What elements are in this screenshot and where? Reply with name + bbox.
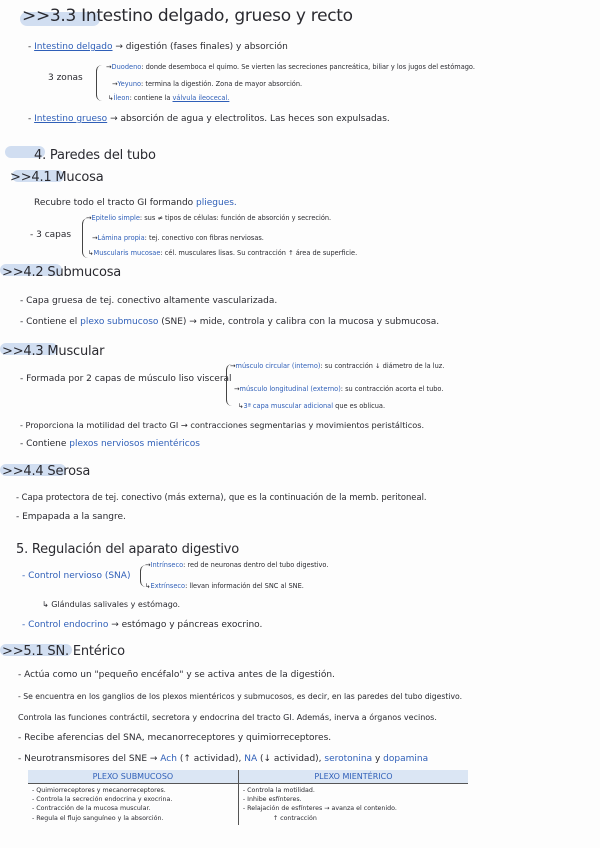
sne-line3: Controla las funciones contráctil, secretora y endocrina del tracto GI. Además, inerva a órganos vecinos. — [18, 713, 437, 722]
neuro-y: y — [372, 754, 384, 764]
sne-neuro-line — [18, 754, 428, 764]
capa-muscularis-text: : cél. musculares lisas. Su contracción ↑ área de superficie. — [160, 249, 358, 257]
paredes-title: 4. Paredes del tubo — [34, 148, 156, 163]
serosa-line2: - Empapada a la sangre. — [16, 512, 126, 522]
sne-line1: - Actúa como un "pequeño encéfalo" y se activa antes de la digestión. — [18, 670, 335, 680]
mienterico-item: - Controla la motilidad. — [242, 787, 315, 794]
muscular-circular-name: músculo circular (interno) — [235, 362, 321, 370]
col-mienterico-header: PLEXO MIENTÉRICO — [238, 770, 468, 784]
zonas-label: 3 zonas — [48, 73, 83, 83]
mienterico-item: - Inhibe esfínteres. — [242, 796, 302, 804]
muscular-line3 — [20, 439, 200, 449]
zone-duodeno-text: : donde desemboca el quimo. Se vierten las secreciones pancreática, biliar y los jugos del estómago. — [141, 63, 475, 71]
submucoso-item: - Quimiorreceptores y mecanorreceptores. — [32, 787, 166, 794]
muscular-line2: - Proporciona la motilidad del tracto GI → contracciones segmentarias y movimientos peristálticos. — [20, 420, 425, 430]
muscular-oblicua: ↳3ª capa muscular adicional que es oblicua. — [238, 402, 386, 410]
capas-label: - 3 capas — [30, 230, 72, 240]
col-mienterico-cell — [238, 784, 468, 825]
page-title: >>3.3 Intestino delgado, grueso y recto — [22, 6, 353, 26]
neuro-ach: Ach — [160, 754, 177, 764]
zone-ileon: ↳Íleon: contiene la válvula ileocecal. — [108, 94, 230, 102]
neuro-serotonina: serotonina — [324, 754, 373, 764]
capa-muscularis-name: Muscularis mucosae — [93, 249, 161, 257]
submucoso-item: - Controla la secreción endocrina y exocrina. — [32, 796, 173, 804]
pliegues-term: pliegues. — [196, 198, 237, 208]
serosa-title: >>4.4 Serosa — [2, 464, 91, 479]
muscular-oblicua-name: 3ª capa muscular adicional — [243, 402, 334, 410]
muscular-longitudinal: →músculo longitudinal (externo): su contracción acorta el tubo. — [234, 385, 444, 393]
zone-duodeno-name: Duodeno — [111, 63, 142, 71]
submucosa-line2-pre: - Contiene el — [20, 317, 81, 327]
capa-lamina-text: : tej. conectivo con fibras nerviosas. — [144, 234, 264, 242]
capa-epitelio: →Epitelio simple: sus ≠ tipos de células: función de absorción y secreción. — [86, 214, 332, 222]
muscular-title: >>4.3 Muscular — [2, 344, 105, 359]
submucosa-line1: - Capa gruesa de tej. conectivo altamente vascularizada. — [20, 296, 278, 306]
sne-line2: - Se encuentra en los ganglios de los plexos mientéricos y submucosos, es decir, en las paredes del tubo digestivo. — [18, 692, 463, 701]
glandulas-line: ↳ Glándulas salivales y estómago. — [42, 600, 181, 609]
zone-yeyuno-text: : termina la digestión. Zona de mayor absorción. — [141, 80, 303, 88]
mienterico-item: ↑ contracción — [272, 814, 317, 822]
capa-epitelio-name: Epitelio simple — [91, 214, 140, 222]
muscular-longitudinal-name: músculo longitudinal (externo) — [239, 385, 341, 393]
intestino-grueso-line: - Intestino grueso → absorción de agua y electrolitos. Las heces son expulsadas. — [28, 114, 390, 124]
muscular-oblicua-text: que es oblicua. — [333, 402, 386, 410]
capa-muscularis: ↳Muscularis mucosae: cél. musculares lisas. Su contracción ↑ área de superficie. — [88, 249, 358, 257]
zone-yeyuno: →Yeyuno: termina la digestión. Zona de mayor absorción. — [112, 80, 303, 88]
submucosa-line2 — [20, 317, 439, 327]
neuro-mid2: (↓ actividad), — [257, 754, 325, 764]
capa-lamina: →Lámina propia: tej. conectivo con fibras nerviosas. — [92, 234, 264, 242]
control-endocrino — [22, 620, 262, 630]
extrinseco-text: : llevan información del SNC al SNE. — [185, 582, 304, 590]
neuro-dopamina: dopamina — [383, 754, 429, 764]
intestino-delgado-text: → digestión (fases finales) y absorción — [115, 42, 288, 52]
muscular-longitudinal-text: : su contracción acorta el tubo. — [340, 385, 444, 393]
neuro-mid: (↑ actividad), — [176, 754, 245, 764]
mucosa-title: >>4.1 Mucosa — [10, 170, 104, 185]
intrinseco-text: : red de neuronas dentro del tubo digestivo. — [183, 561, 329, 569]
intestino-grueso-term: Intestino grueso — [34, 114, 108, 124]
zone-ileon-name: Íleon — [113, 94, 130, 102]
capa-epitelio-text: : sus ≠ tipos de células: función de absorción y secreción. — [139, 214, 332, 222]
neuro-na: NA — [244, 754, 258, 764]
extrinseco-name: Extrínseco — [150, 582, 186, 590]
capa-lamina-name: Lámina propia — [97, 234, 145, 242]
capas-label-text: 3 capas — [36, 230, 72, 240]
mienterico-item: - Relajación de esfínteres → avanza el contenido. — [242, 805, 397, 813]
sne-line4: - Recibe aferencias del SNA, mecanorreceptores y quimiorreceptores. — [18, 733, 332, 743]
submucoso-item: - Contracción de la mucosa muscular. — [32, 805, 151, 813]
intestino-delgado-term: Intestino delgado — [34, 42, 113, 52]
control-nervioso-text: - Control nervioso (SNA) — [22, 571, 131, 581]
control-nervioso — [22, 571, 130, 581]
muscular-circular-text: : su contracción ↓ diámetro de la luz. — [320, 362, 445, 370]
plexos-mientericos-term: plexos nerviosos mientéricos — [69, 439, 200, 449]
zone-yeyuno-name: Yeyuno — [117, 80, 142, 88]
regulacion-title: 5. Regulación del aparato digestivo — [16, 542, 240, 557]
intrinseco-branch: →Intrínseco: red de neuronas dentro del tubo digestivo. — [145, 561, 329, 569]
neuro-pre: - Neurotransmisores del SNE → — [18, 754, 161, 764]
control-endocrino-term: - Control endocrino — [22, 620, 109, 630]
zone-duodeno: →Duodeno: donde desemboca el quimo. Se vierten las secreciones pancreática, biliar y los jugos del estómago. — [106, 63, 475, 71]
extrinseco-branch: ↳Extrínseco: llevan información del SNC al SNE. — [145, 582, 304, 590]
plexos-table — [28, 770, 468, 825]
zone-ileon-text: : contiene la — [129, 94, 173, 102]
muscular-line3-pre: - Contiene — [20, 439, 70, 449]
intrinseco-name: Intrínseco — [150, 561, 184, 569]
intestino-delgado-line: - Intestino delgado → digestión (fases finales) y absorción — [28, 42, 288, 52]
mucosa-line1-text: Recubre todo el tracto GI formando — [34, 198, 197, 208]
control-endocrino-text: → estómago y páncreas exocrino. — [108, 620, 263, 630]
plexo-submucoso-term: plexo submucoso — [80, 317, 159, 327]
zone-ileon-valve: válvula ileocecal. — [172, 94, 230, 102]
serosa-line1: - Capa protectora de tej. conectivo (más externa), que es la continuación de la memb. peritoneal. — [16, 492, 427, 502]
col-submucoso-cell — [28, 784, 238, 825]
muscular-circular: →músculo circular (interno): su contracción ↓ diámetro de la luz. — [230, 362, 445, 370]
sne-title: >>5.1 SN. Entérico — [2, 644, 125, 659]
muscular-formada: - Formada por 2 capas de músculo liso visceral — [20, 374, 232, 384]
mucosa-line1 — [34, 198, 237, 208]
zonas-brace — [96, 65, 105, 101]
submucoso-item: - Regula el flujo sanguíneo y la absorción. — [32, 814, 164, 822]
col-submucoso-header: PLEXO SUBMUCOSO — [28, 770, 238, 784]
intestino-grueso-text: → absorción de agua y electrolitos. Las heces son expulsadas. — [110, 114, 390, 124]
submucosa-title: >>4.2 Submucosa — [2, 265, 122, 280]
submucosa-line2-rest: (SNE) → mide, controla y calibra con la mucosa y submucosa. — [158, 317, 440, 327]
